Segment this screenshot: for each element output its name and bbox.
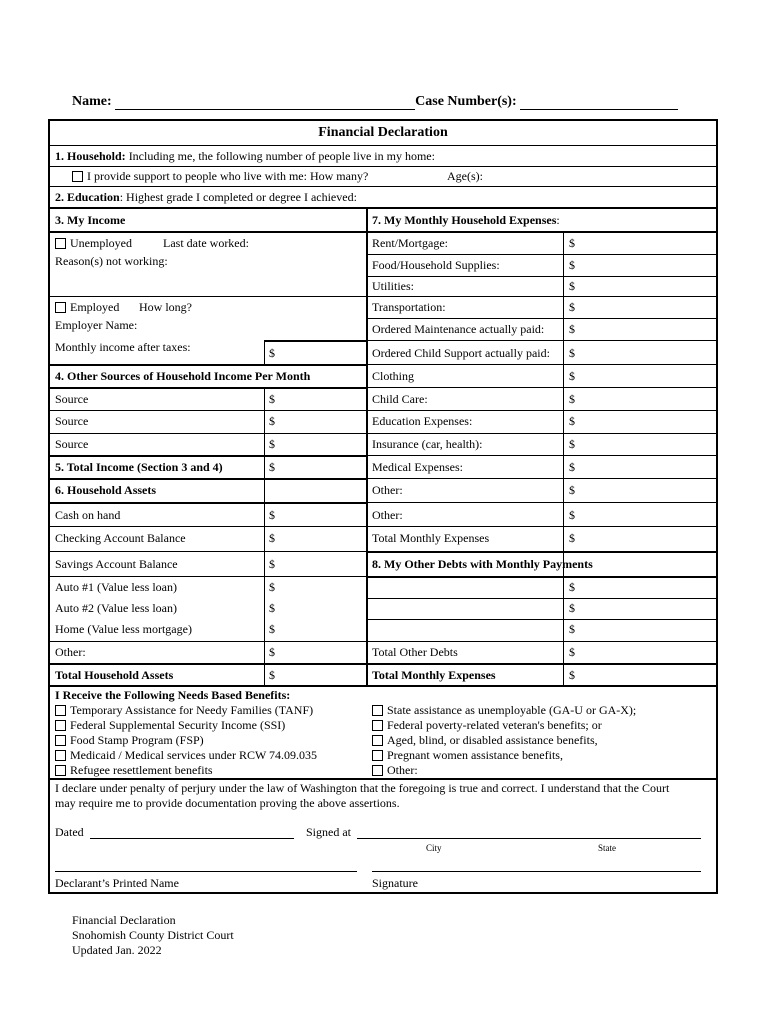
expense-dollar[interactable]: $ [569, 392, 575, 406]
debt-dollar[interactable]: $ [569, 645, 575, 659]
signed-at-label: Signed at [306, 825, 351, 839]
benefit-right-item: Aged, blind, or disabled assistance benefits, [372, 733, 598, 747]
benefit-left-item: Federal Supplemental Security Income (SSI) [55, 718, 285, 732]
benefit-checkbox[interactable] [55, 750, 66, 761]
benefit-checkbox[interactable] [55, 720, 66, 731]
support-row [72, 169, 368, 183]
source-dollar[interactable]: $ [269, 414, 275, 428]
expense-dollar[interactable]: $ [569, 322, 575, 336]
benefit-checkbox[interactable] [372, 720, 383, 731]
assets-heading: 6. Household Assets [55, 483, 157, 497]
asset-dollar[interactable]: $ [269, 531, 275, 545]
expense-dollar[interactable]: $ [569, 460, 575, 474]
city-label: City [426, 843, 442, 853]
benefit-checkbox[interactable] [55, 765, 66, 776]
expense-row: Other: [372, 508, 403, 522]
reasons-label: Reason(s) not working: [55, 254, 168, 268]
signature-label: Signature [372, 876, 418, 890]
expense-dollar[interactable]: $ [569, 369, 575, 383]
asset-row: Auto #1 (Value less loan) [55, 580, 177, 594]
case-number-field[interactable] [520, 95, 678, 110]
total-monthly-expenses-label: Total Monthly Expenses [372, 531, 490, 545]
benefit-left-item: Temporary Assistance for Needy Families (TANF) [55, 703, 313, 717]
monthly-income-dollar[interactable]: $ [269, 346, 275, 360]
other-sources-heading: 4. Other Sources of Household Income Per Month [55, 369, 311, 383]
footer-line-2: Snohomish County District Court [72, 928, 234, 942]
asset-dollar[interactable]: $ [269, 580, 275, 594]
expense-row: Other: [372, 483, 403, 497]
household-text: Including me, the following number of people live in my home: [128, 149, 435, 163]
expense-dollar[interactable]: $ [569, 414, 575, 428]
asset-row: Cash on hand [55, 508, 121, 522]
benefit-checkbox[interactable] [372, 735, 383, 746]
source-row: Source [55, 437, 89, 451]
benefits-heading: I Receive the Following Needs Based Benefits: [55, 688, 291, 702]
benefit-right-item: Pregnant women assistance benefits, [372, 748, 563, 762]
footer [72, 913, 234, 958]
benefit-checkbox[interactable] [372, 750, 383, 761]
expense-dollar[interactable]: $ [569, 258, 575, 272]
signature-field[interactable] [372, 871, 701, 872]
asset-dollar[interactable]: $ [269, 622, 275, 636]
expense-dollar[interactable]: $ [569, 236, 575, 250]
debt-dollar[interactable]: $ [569, 580, 575, 594]
expense-dollar[interactable]: $ [569, 300, 575, 314]
footer-line-3: Updated Jan. 2022 [72, 943, 162, 957]
support-checkbox[interactable] [72, 171, 83, 182]
household-row [55, 149, 435, 163]
expense-dollar[interactable]: $ [569, 483, 575, 497]
expenses-heading-row: 7. My Monthly Household Expenses: [372, 213, 560, 227]
source-row: Source [55, 414, 89, 428]
employer-label: Employer Name: [55, 318, 138, 332]
expense-dollar[interactable]: $ [569, 508, 575, 522]
benefit-right-item: State assistance as unemployable (GA-U or GA-X); [372, 703, 636, 717]
debt-dollar[interactable]: $ [569, 601, 575, 615]
source-row: Source [55, 392, 89, 406]
benefit-checkbox[interactable] [372, 705, 383, 716]
case-number-label: Case Number(s): [415, 94, 517, 109]
debts-total-monthly-label: Total Monthly Expenses [372, 668, 496, 682]
footer-line-1: Financial Declaration [72, 913, 176, 927]
asset-dollar[interactable]: $ [269, 601, 275, 615]
total-assets-dollar[interactable]: $ [269, 668, 275, 682]
declaration-line-1: I declare under penalty of perjury under the law of Washington that the foregoing is true and correct. I understand that the Court [55, 781, 670, 795]
financial-declaration-form [48, 119, 718, 894]
asset-dollar[interactable]: $ [269, 508, 275, 522]
support-text: I provide support to people who live with me: How many? [87, 169, 369, 183]
expense-row: Utilities: [372, 279, 414, 293]
benefit-checkbox[interactable] [55, 735, 66, 746]
expenses-heading: 7. My Monthly Household Expenses [372, 213, 557, 227]
asset-row: Auto #2 (Value less loan) [55, 601, 177, 615]
debt-dollar[interactable]: $ [569, 622, 575, 636]
asset-dollar[interactable]: $ [269, 557, 275, 571]
asset-row: Other: [55, 645, 86, 659]
state-label: State [598, 843, 616, 853]
signed-at-field[interactable] [357, 838, 701, 839]
total-income-label: 5. Total Income (Section 3 and 4) [55, 460, 223, 474]
monthly-income-label: Monthly income after taxes: [55, 340, 191, 354]
expense-row: Food/Household Supplies: [372, 258, 500, 272]
asset-row: Checking Account Balance [55, 531, 186, 545]
my-income-heading: 3. My Income [55, 213, 126, 227]
asset-row: Savings Account Balance [55, 557, 178, 571]
expense-row: Medical Expenses: [372, 460, 463, 474]
expense-dollar[interactable]: $ [569, 346, 575, 360]
debts-heading: 8. My Other Debts with Monthly Payments [372, 557, 593, 571]
education-label: 2. Education [55, 190, 120, 204]
total-assets-label: Total Household Assets [55, 668, 174, 682]
printed-name-field[interactable] [55, 871, 357, 872]
employed-row: Employed [55, 300, 119, 314]
expense-row: Ordered Maintenance actually paid: [372, 322, 545, 336]
debt-dollar[interactable]: $ [569, 668, 575, 682]
household-label: 1. Household: [55, 149, 126, 163]
dated-label: Dated [55, 825, 84, 839]
source-dollar[interactable]: $ [269, 392, 275, 406]
benefit-right-item: Other: [372, 763, 418, 777]
expense-row: Rent/Mortgage: [372, 236, 448, 250]
employed-checkbox[interactable] [55, 302, 66, 313]
unemployed-row: Unemployed [55, 236, 132, 250]
last-date-label: Last date worked: [163, 236, 249, 250]
education-row [55, 190, 357, 204]
benefit-checkbox[interactable] [372, 765, 383, 776]
name-label: Name: [72, 94, 112, 109]
benefit-left-item: Refugee resettlement benefits [55, 763, 213, 777]
ages-label: Age(s): [447, 169, 483, 183]
expense-dollar[interactable]: $ [569, 437, 575, 451]
total-income-dollar[interactable]: $ [269, 460, 275, 474]
expense-dollar[interactable]: $ [569, 531, 575, 545]
source-dollar[interactable]: $ [269, 437, 275, 451]
expense-row: Child Care: [372, 392, 428, 406]
expense-row: Insurance (car, health): [372, 437, 483, 451]
asset-dollar[interactable]: $ [269, 645, 275, 659]
printed-name-label: Declarant’s Printed Name [55, 876, 179, 890]
how-long-label: How long? [139, 300, 192, 314]
asset-row: Home (Value less mortgage) [55, 622, 192, 636]
dated-field[interactable] [90, 838, 294, 839]
benefit-left-item: Medicaid / Medical services under RCW 74.09.035 [55, 748, 317, 762]
name-field[interactable] [115, 95, 415, 110]
unemployed-checkbox[interactable] [55, 238, 66, 249]
benefit-checkbox[interactable] [55, 705, 66, 716]
form-title: Financial Declaration [318, 125, 448, 140]
expense-row: Ordered Child Support actually paid: [372, 346, 550, 360]
expense-row: Transportation: [372, 300, 446, 314]
expense-row: Education Expenses: [372, 414, 473, 428]
education-text: : Highest grade I completed or degree I achieved: [119, 190, 357, 204]
declaration-line-2: may require me to provide documentation proving the above assertions. [55, 796, 400, 810]
expense-dollar[interactable]: $ [569, 279, 575, 293]
benefit-right-item: Federal poverty-related veteran's benefits; or [372, 718, 602, 732]
expense-row: Clothing [372, 369, 415, 383]
header-line [72, 94, 712, 110]
total-other-debts-label: Total Other Debts [372, 645, 458, 659]
benefit-left-item: Food Stamp Program (FSP) [55, 733, 204, 747]
